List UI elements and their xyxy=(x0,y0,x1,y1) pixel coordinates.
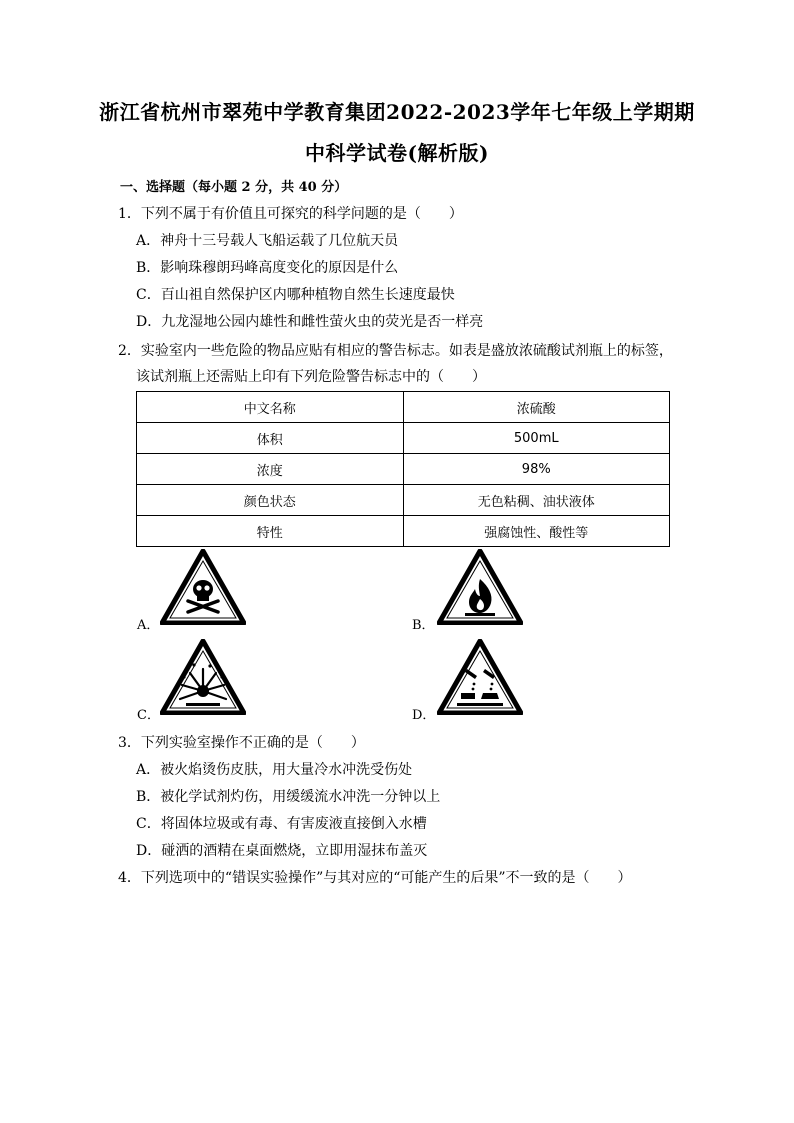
option-b-label: B． xyxy=(412,618,435,633)
page-title-line-1: 浙江省杭州市翠苑中学教育集团2022-2023学年七年级上学期期 xyxy=(99,100,695,124)
table-cell: 特性 xyxy=(137,516,404,547)
table-cell: 体积 xyxy=(137,423,404,454)
toxic-skull-icon xyxy=(160,549,246,625)
question-1-stem: 1．下列不属于有价值且可探究的科学问题的是（ ） xyxy=(118,206,463,222)
section-heading: 一、选择题（每小题 2 分，共 40 分） xyxy=(120,180,348,195)
table-cell: 强腐蚀性、酸性等 xyxy=(403,516,670,547)
table-cell: 中文名称 xyxy=(137,392,404,423)
option-c-label: C． xyxy=(137,708,160,723)
option-a-label: A． xyxy=(137,618,160,633)
table-cell: 500mL xyxy=(403,423,670,454)
corrosive-icon xyxy=(437,639,523,715)
table-cell: 无色粘稠、油状液体 xyxy=(403,485,670,516)
table-row xyxy=(137,423,670,454)
option-d-label: D． xyxy=(412,708,436,723)
question-2-stem-line-1: 2．实验室内一些危险的物品应贴有相应的警告标志。如表是盛放浓硫酸试剂瓶上的标签， xyxy=(118,343,673,359)
question-3-option-a: A．被火焰烫伤皮肤，用大量冷水冲洗受伤处 xyxy=(136,762,413,778)
question-3-option-c: C．将固体垃圾或有毒、有害废液直接倒入水槽 xyxy=(136,816,427,832)
table-cell: 浓度 xyxy=(137,454,404,485)
question-1-option-c: C．百山祖自然保护区内哪种植物自然生长速度最快 xyxy=(136,287,455,303)
question-4-stem: 4．下列选项中的“错误实验操作”与其对应的“可能产生的后果”不一致的是（ ） xyxy=(118,870,632,886)
question-3-stem: 3．下列实验室操作不正确的是（ ） xyxy=(118,735,365,751)
question-1-option-b: B．影响珠穆朗玛峰高度变化的原因是什么 xyxy=(136,260,399,276)
table-cell: 颜色状态 xyxy=(137,485,404,516)
flammable-flame-icon xyxy=(437,549,523,625)
explosive-icon xyxy=(160,639,246,715)
question-3-option-b: B．被化学试剂灼伤，用缓缓流水冲洗一分钟以上 xyxy=(136,789,441,805)
table-row xyxy=(137,392,670,423)
table-row xyxy=(137,454,670,485)
table-cell: 浓硫酸 xyxy=(403,392,670,423)
table-cell: 98% xyxy=(403,454,670,485)
table-row xyxy=(137,485,670,516)
question-2-stem-line-2: 该试剂瓶上还需贴上印有下列危险警告标志中的（ ） xyxy=(136,369,486,385)
question-3-option-d: D．碰洒的酒精在桌面燃烧，立即用湿抹布盖灭 xyxy=(136,843,428,859)
reagent-label-table xyxy=(136,391,670,547)
question-1-option-a: A．神舟十三号载人飞船运载了几位航天员 xyxy=(136,233,399,249)
question-1-option-d: D．九龙湿地公园内雄性和雌性萤火虫的荧光是否一样亮 xyxy=(136,314,484,330)
page-title-line-2: 中科学试卷(解析版) xyxy=(305,141,489,165)
table-row xyxy=(137,516,670,547)
